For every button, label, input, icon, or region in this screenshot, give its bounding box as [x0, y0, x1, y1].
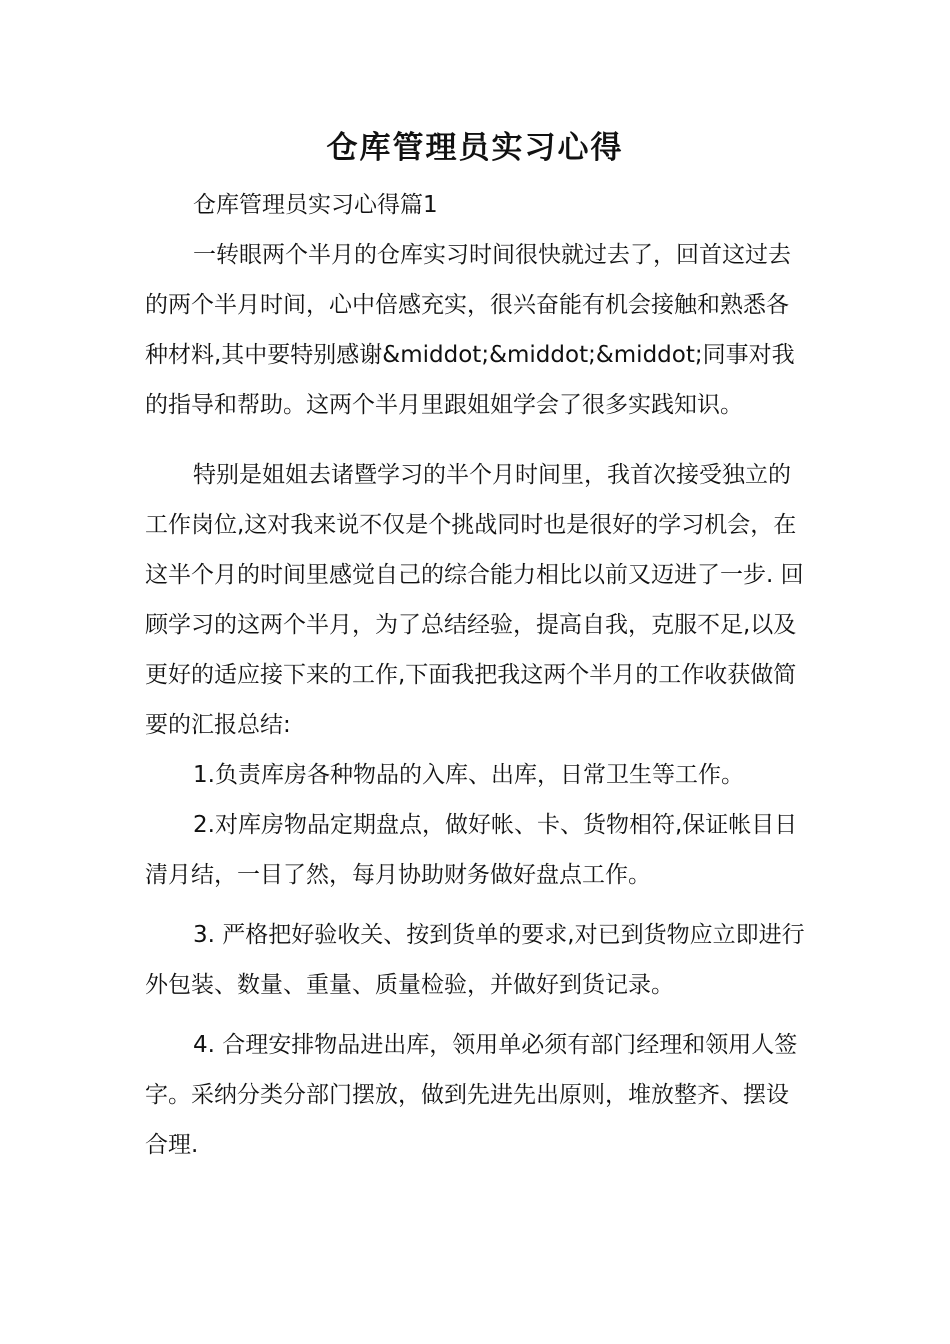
list-item-3: 3. 严格把好验收关、按到货单的要求,对已到货物应立即进行外包装、数量、重量、质量检验，并做好到货记录。	[145, 922, 805, 998]
document-body	[145, 180, 805, 1170]
document-title: 仓库管理员实习心得	[326, 130, 624, 166]
paragraph-1: 一转眼两个半月的仓库实习时间很快就过去了，回首这过去的两个半月时间，心中倍感充实，很兴奋能有机会接触和熟悉各种材料,其中要特别感谢&middot;&middot;&middot;同事对我的指导和帮助。这两个半月里跟姐姐学会了很多实践知识。	[145, 242, 795, 418]
list-item-1: 1.负责库房各种物品的入库、出库，日常卫生等工作。	[193, 762, 744, 788]
paragraph-2: 特别是姐姐去诸暨学习的半个月时间里，我首次接受独立的工作岗位,这对我来说不仅是个挑战同时也是很好的学习机会，在这半个月的时间里感觉自己的综合能力相比以前又迈进了一步. 回顾学习的这两个半月，为了总结经验，提高自我，克服不足,以及更好的适应接下来的工作,下面我把我这两个半月的工作收获做简要的汇报总结:	[145, 462, 804, 738]
section-heading: 仓库管理员实习心得篇1	[193, 192, 438, 218]
list-item-4: 4. 合理安排物品进出库，领用单必须有部门经理和领用人签字。采纳分类分部门摆放，做到先进先出原则，堆放整齐、摆设合理.	[145, 1032, 798, 1158]
list-item-2: 2.对库房物品定期盘点，做好帐、卡、货物相符,保证帐目日清月结，一目了然，每月协助财务做好盘点工作。	[145, 812, 798, 888]
